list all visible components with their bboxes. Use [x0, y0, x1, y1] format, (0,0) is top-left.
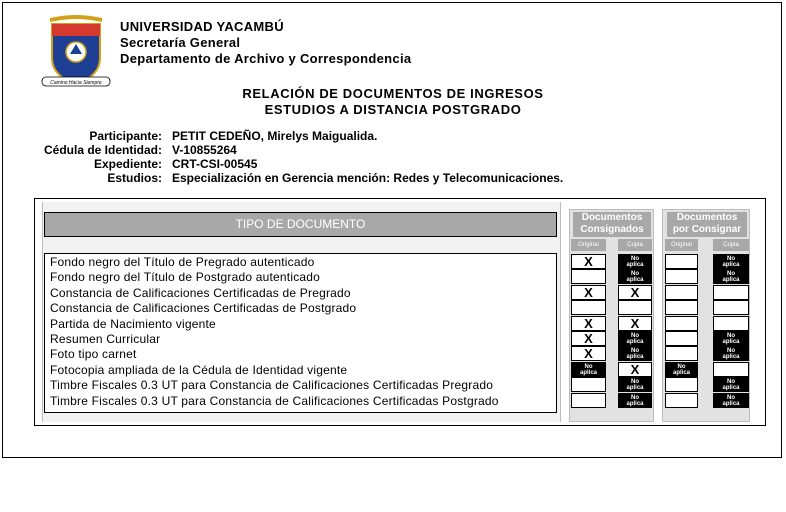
secretaria-label: Secretaría General [120, 35, 241, 50]
por-consignar-copia-cell: No aplica [713, 393, 749, 408]
consignado-copia-cell: X [618, 285, 652, 300]
document-row-label: Foto tipo carnet [50, 347, 137, 362]
consignados-original-header: Original [571, 239, 606, 251]
por-consignar-header: Documentos por Consignar [667, 212, 747, 237]
por-consignar-original-cell [665, 269, 698, 284]
document-title: RELACIÓN DE DOCUMENTOS DE INGRESOS [242, 86, 544, 101]
document-row-label: Constancia de Calificaciones Certificadas de Pregrado [50, 285, 351, 300]
document-row-label: Resumen Curricular [50, 332, 161, 346]
logo-motto: Camino Hacia Siempre [50, 80, 102, 86]
consignado-copia-cell: No aplica [618, 377, 652, 392]
por-consignar-copia-cell [713, 316, 749, 331]
por-consignar-copia-cell: No aplica [713, 331, 749, 346]
document-row-label: Timbre Fiscales 0.3 UT para Constancia de Calificaciones Certificadas Postgrado [50, 393, 499, 408]
document-row-label: Fondo negro del Título de Pregrado autenticado [50, 255, 315, 269]
por-consignar-original-cell [665, 254, 698, 269]
consignado-original-cell: No aplica [571, 362, 606, 377]
por-consignar-copia-cell: No aplica [713, 346, 749, 361]
tipo-documento-header: TIPO DE DOCUMENTO [44, 212, 557, 237]
estudios-value: Especialización en Gerencia mención: Redes y Telecomunicaciones. [172, 171, 564, 185]
consignado-original-cell [571, 269, 606, 284]
por-consignar-original-cell [665, 346, 698, 361]
consignado-copia-cell: X [618, 316, 652, 331]
consignados-copia-header: Copia [618, 239, 652, 251]
cedula-label: Cédula de Identidad: [43, 143, 162, 157]
consignado-original-cell [571, 393, 606, 408]
por-consignar-original-cell [665, 377, 698, 392]
por-consignar-copia-cell: No aplica [713, 269, 749, 284]
participante-label: Participante: [89, 129, 162, 143]
por-consignar-copia-cell [713, 285, 749, 300]
consignado-copia-cell: No aplica [618, 254, 652, 269]
por-consignar-copia-cell: No aplica [713, 377, 749, 392]
document-row-label: Timbre Fiscales 0.3 UT para Constancia de Calificaciones Certificadas Pregrado [50, 378, 494, 393]
por-consignar-copia-cell: No aplica [713, 254, 749, 269]
consignado-original-cell: X [571, 316, 606, 331]
consignado-copia-cell [618, 300, 652, 315]
expediente-value: CRT-CSI-00545 [172, 157, 258, 171]
expediente-label: Expediente: [93, 157, 162, 171]
por-consignar-original-cell [665, 316, 698, 331]
por-consignar-copia-cell [713, 300, 749, 315]
por-consignar-copia-cell [713, 362, 749, 377]
consignado-copia-cell: No aplica [618, 269, 652, 284]
por-consignar-original-cell [665, 300, 698, 315]
consignado-copia-cell: No aplica [618, 346, 652, 361]
por-consignar-original-cell: No aplica [665, 362, 698, 377]
por-consignar-original-cell [665, 331, 698, 346]
document-subtitle: ESTUDIOS A DISTANCIA POSTGRADO [264, 102, 522, 117]
consignado-copia-cell: No aplica [618, 393, 652, 408]
departamento-label: Departamento de Archivo y Correspondencia [120, 51, 412, 66]
consignado-copia-cell: No aplica [618, 331, 652, 346]
university-name: UNIVERSIDAD YACAMBÚ [120, 19, 284, 34]
consignado-copia-cell: X [618, 362, 652, 377]
por-consignar-original-cell [665, 393, 698, 408]
document-row-label: Partida de Nacimiento vigente [50, 316, 216, 331]
document-row-label: Constancia de Calificaciones Certificadas de Postgrado [50, 301, 357, 316]
document-row-label: Fondo negro del Título de Postgrado autenticado [50, 270, 321, 285]
por-consignar-original-header: Original [665, 239, 698, 251]
consignados-header: Documentos Consignados [573, 212, 651, 237]
consignado-original-cell: X [571, 254, 606, 269]
consignado-original-cell [571, 300, 606, 315]
document-row-label: Fotocopia ampliada de la Cédula de Identidad vigente [50, 362, 348, 377]
por-consignar-original-cell [665, 285, 698, 300]
estudios-label: Estudios: [107, 171, 162, 185]
consignado-original-cell: X [571, 285, 606, 300]
cedula-value: V-10855264 [172, 143, 237, 157]
consignado-original-cell [571, 377, 606, 392]
consignado-original-cell: X [571, 346, 606, 361]
participante-value: PETIT CEDEÑO, Mirelys Maigualida. [172, 129, 378, 143]
por-consignar-copia-header: Copia [713, 239, 749, 251]
university-logo [40, 14, 112, 90]
consignado-original-cell: X [571, 331, 606, 346]
